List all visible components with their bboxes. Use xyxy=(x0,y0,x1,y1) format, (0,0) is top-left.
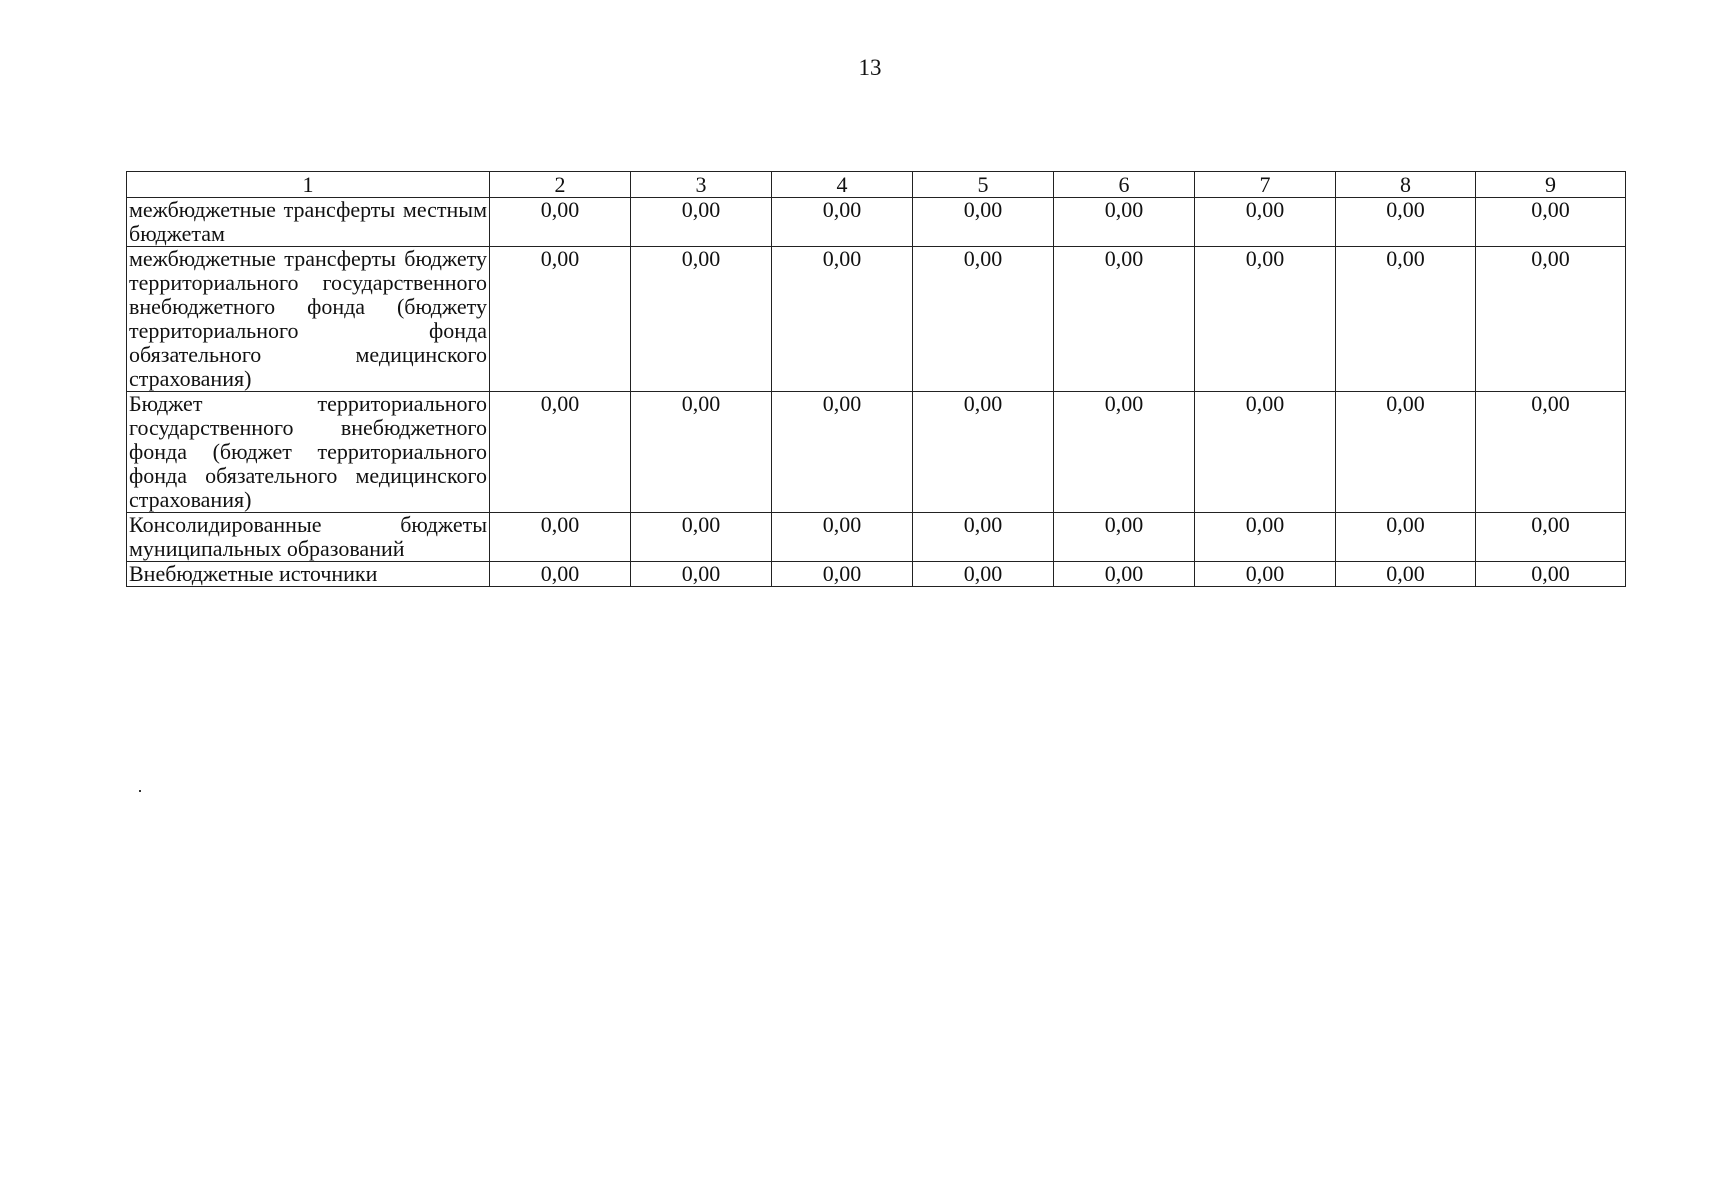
table-row xyxy=(127,513,1626,562)
cell-value: 0,00 xyxy=(1195,392,1336,513)
cell-value: 0,00 xyxy=(631,198,772,247)
cell-value: 0,00 xyxy=(631,247,772,392)
table-row xyxy=(127,198,1626,247)
column-header: 7 xyxy=(1195,172,1336,198)
cell-value: 0,00 xyxy=(772,562,913,587)
cell-value: 0,00 xyxy=(631,513,772,562)
column-header: 4 xyxy=(772,172,913,198)
scan-speck xyxy=(139,790,141,792)
cell-value: 0,00 xyxy=(1054,198,1195,247)
cell-value: 0,00 xyxy=(631,392,772,513)
column-header: 2 xyxy=(490,172,631,198)
cell-value: 0,00 xyxy=(1054,247,1195,392)
cell-value: 0,00 xyxy=(913,198,1054,247)
cell-value: 0,00 xyxy=(1336,198,1476,247)
cell-value: 0,00 xyxy=(1195,513,1336,562)
row-label: Внебюджетные источники xyxy=(127,562,490,587)
cell-value: 0,00 xyxy=(1476,247,1626,392)
cell-value: 0,00 xyxy=(490,392,631,513)
cell-value: 0,00 xyxy=(490,247,631,392)
table-row xyxy=(127,562,1626,587)
cell-value: 0,00 xyxy=(1195,562,1336,587)
column-header: 1 xyxy=(127,172,490,198)
cell-value: 0,00 xyxy=(1054,562,1195,587)
cell-value: 0,00 xyxy=(913,513,1054,562)
table-row xyxy=(127,392,1626,513)
row-label: межбюджетные трансферты местным бюджетам xyxy=(127,198,490,247)
cell-value: 0,00 xyxy=(490,513,631,562)
row-label: межбюджетные трансферты бюджету территориального государственного внебюджетного фонда (бюджету территориального фонда обязательного медицинского страхования) xyxy=(127,247,490,392)
row-label: Бюджет территориального государственного внебюджетного фонда (бюджет территориального фонда обязательного медицинского страхования) xyxy=(127,392,490,513)
cell-value: 0,00 xyxy=(631,562,772,587)
cell-value: 0,00 xyxy=(772,513,913,562)
column-header: 9 xyxy=(1476,172,1626,198)
cell-value: 0,00 xyxy=(1476,562,1626,587)
page-number: 13 xyxy=(858,55,882,80)
cell-value: 0,00 xyxy=(1476,513,1626,562)
table-row xyxy=(127,247,1626,392)
column-header: 3 xyxy=(631,172,772,198)
cell-value: 0,00 xyxy=(1476,198,1626,247)
cell-value: 0,00 xyxy=(1195,247,1336,392)
cell-value: 0,00 xyxy=(1476,392,1626,513)
cell-value: 0,00 xyxy=(913,247,1054,392)
cell-value: 0,00 xyxy=(1336,392,1476,513)
cell-value: 0,00 xyxy=(1054,513,1195,562)
cell-value: 0,00 xyxy=(772,247,913,392)
cell-value: 0,00 xyxy=(1195,198,1336,247)
cell-value: 0,00 xyxy=(1336,562,1476,587)
column-header: 6 xyxy=(1054,172,1195,198)
cell-value: 0,00 xyxy=(913,562,1054,587)
cell-value: 0,00 xyxy=(490,198,631,247)
cell-value: 0,00 xyxy=(490,562,631,587)
cell-value: 0,00 xyxy=(772,198,913,247)
cell-value: 0,00 xyxy=(1336,513,1476,562)
table-header-row xyxy=(127,172,1626,198)
cell-value: 0,00 xyxy=(913,392,1054,513)
column-header: 5 xyxy=(913,172,1054,198)
cell-value: 0,00 xyxy=(1336,247,1476,392)
cell-value: 0,00 xyxy=(772,392,913,513)
cell-value: 0,00 xyxy=(1054,392,1195,513)
row-label: Консолидированные бюджеты муниципальных образований xyxy=(127,513,490,562)
budget-table xyxy=(126,171,1626,587)
column-header: 8 xyxy=(1336,172,1476,198)
